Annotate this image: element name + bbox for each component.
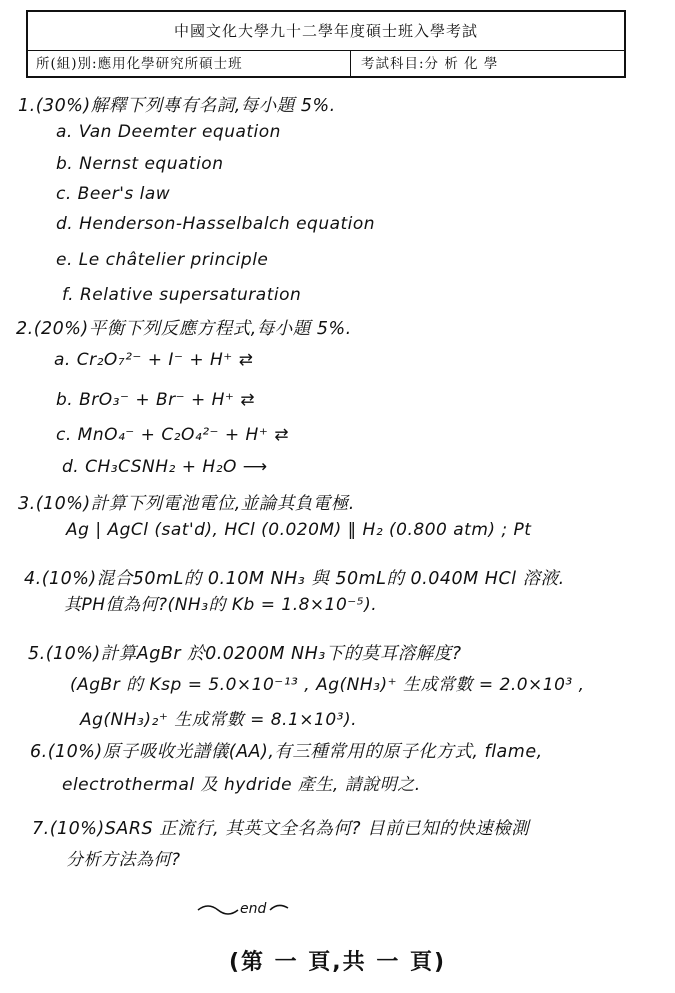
- question-1: 1.(30%)解釋下列專有名詞,每小題 5%.: [18, 96, 336, 116]
- question-7: 7.(10%)SARS 正流行, 其英文全名為何? 目前已知的快速檢測: [32, 819, 530, 839]
- question-2-item-a: a. Cr₂O₇²⁻ + I⁻ + H⁺ ⇄: [54, 350, 254, 370]
- question-1-item-d: d. Henderson-Hasselbalch equation: [56, 214, 376, 234]
- question-1-item-c: c. Beer's law: [56, 184, 171, 204]
- question-6: 6.(10%)原子吸收光譜儀(AA),有三種常用的原子化方式, flame,: [30, 742, 543, 762]
- question-6-line-2: electrothermal 及 hydride 產生, 請說明之.: [62, 775, 421, 795]
- end-mark-text: end: [240, 901, 267, 917]
- question-1-item-e: e. Le châtelier principle: [56, 250, 269, 270]
- question-5-line-2: (AgBr 的 Ksp = 5.0×10⁻¹³ , Ag(NH₃)⁺ 生成常數 = 2.0×10³ ,: [70, 675, 585, 695]
- question-4-line-2: 其PH值為何?(NH₃的 Kb = 1.8×10⁻⁵).: [64, 595, 378, 615]
- question-2-item-b: b. BrO₃⁻ + Br⁻ + H⁺ ⇄: [56, 390, 256, 410]
- header-info-row: [28, 51, 624, 78]
- question-4: 4.(10%)混合50mL的 0.10M NH₃ 與 50mL的 0.040M HCl 溶液.: [24, 569, 565, 589]
- question-2-item-d: d. CH₃CSNH₂ + H₂O ⟶: [62, 457, 268, 477]
- question-3: 3.(10%)計算下列電池電位,並論其負電極.: [18, 494, 355, 514]
- question-2: 2.(20%)平衡下列反應方程式,每小題 5%.: [16, 319, 352, 339]
- question-2-item-c: c. MnO₄⁻ + C₂O₄²⁻ + H⁺ ⇄: [56, 425, 289, 445]
- question-1-item-b: b. Nernst equation: [56, 154, 224, 174]
- question-1-item-a: a. Van Deemter equation: [56, 122, 281, 142]
- subject-cell: 考試科目:分 析 化 學: [361, 56, 499, 72]
- question-7-line-2: 分析方法為何?: [66, 850, 181, 870]
- exam-title: 中國文化大學九十二學年度碩士班入學考試: [28, 12, 624, 51]
- question-5-line-3: Ag(NH₃)₂⁺ 生成常數 = 8.1×10³).: [80, 710, 358, 730]
- question-1-item-f: f. Relative supersaturation: [62, 285, 302, 305]
- department-cell: 所(組)別:應用化學研究所碩士班: [28, 51, 351, 78]
- exam-header-table: [26, 10, 626, 78]
- question-3-cell-line: Ag | AgCl (sat'd), HCl (0.020M) ‖ H₂ (0.800 atm) ; Pt: [66, 520, 532, 540]
- page-footer: (第 一 頁,共 一 頁): [228, 950, 447, 975]
- question-5: 5.(10%)計算AgBr 於0.0200M NH₃下的莫耳溶解度?: [28, 644, 462, 664]
- end-mark: [196, 898, 290, 918]
